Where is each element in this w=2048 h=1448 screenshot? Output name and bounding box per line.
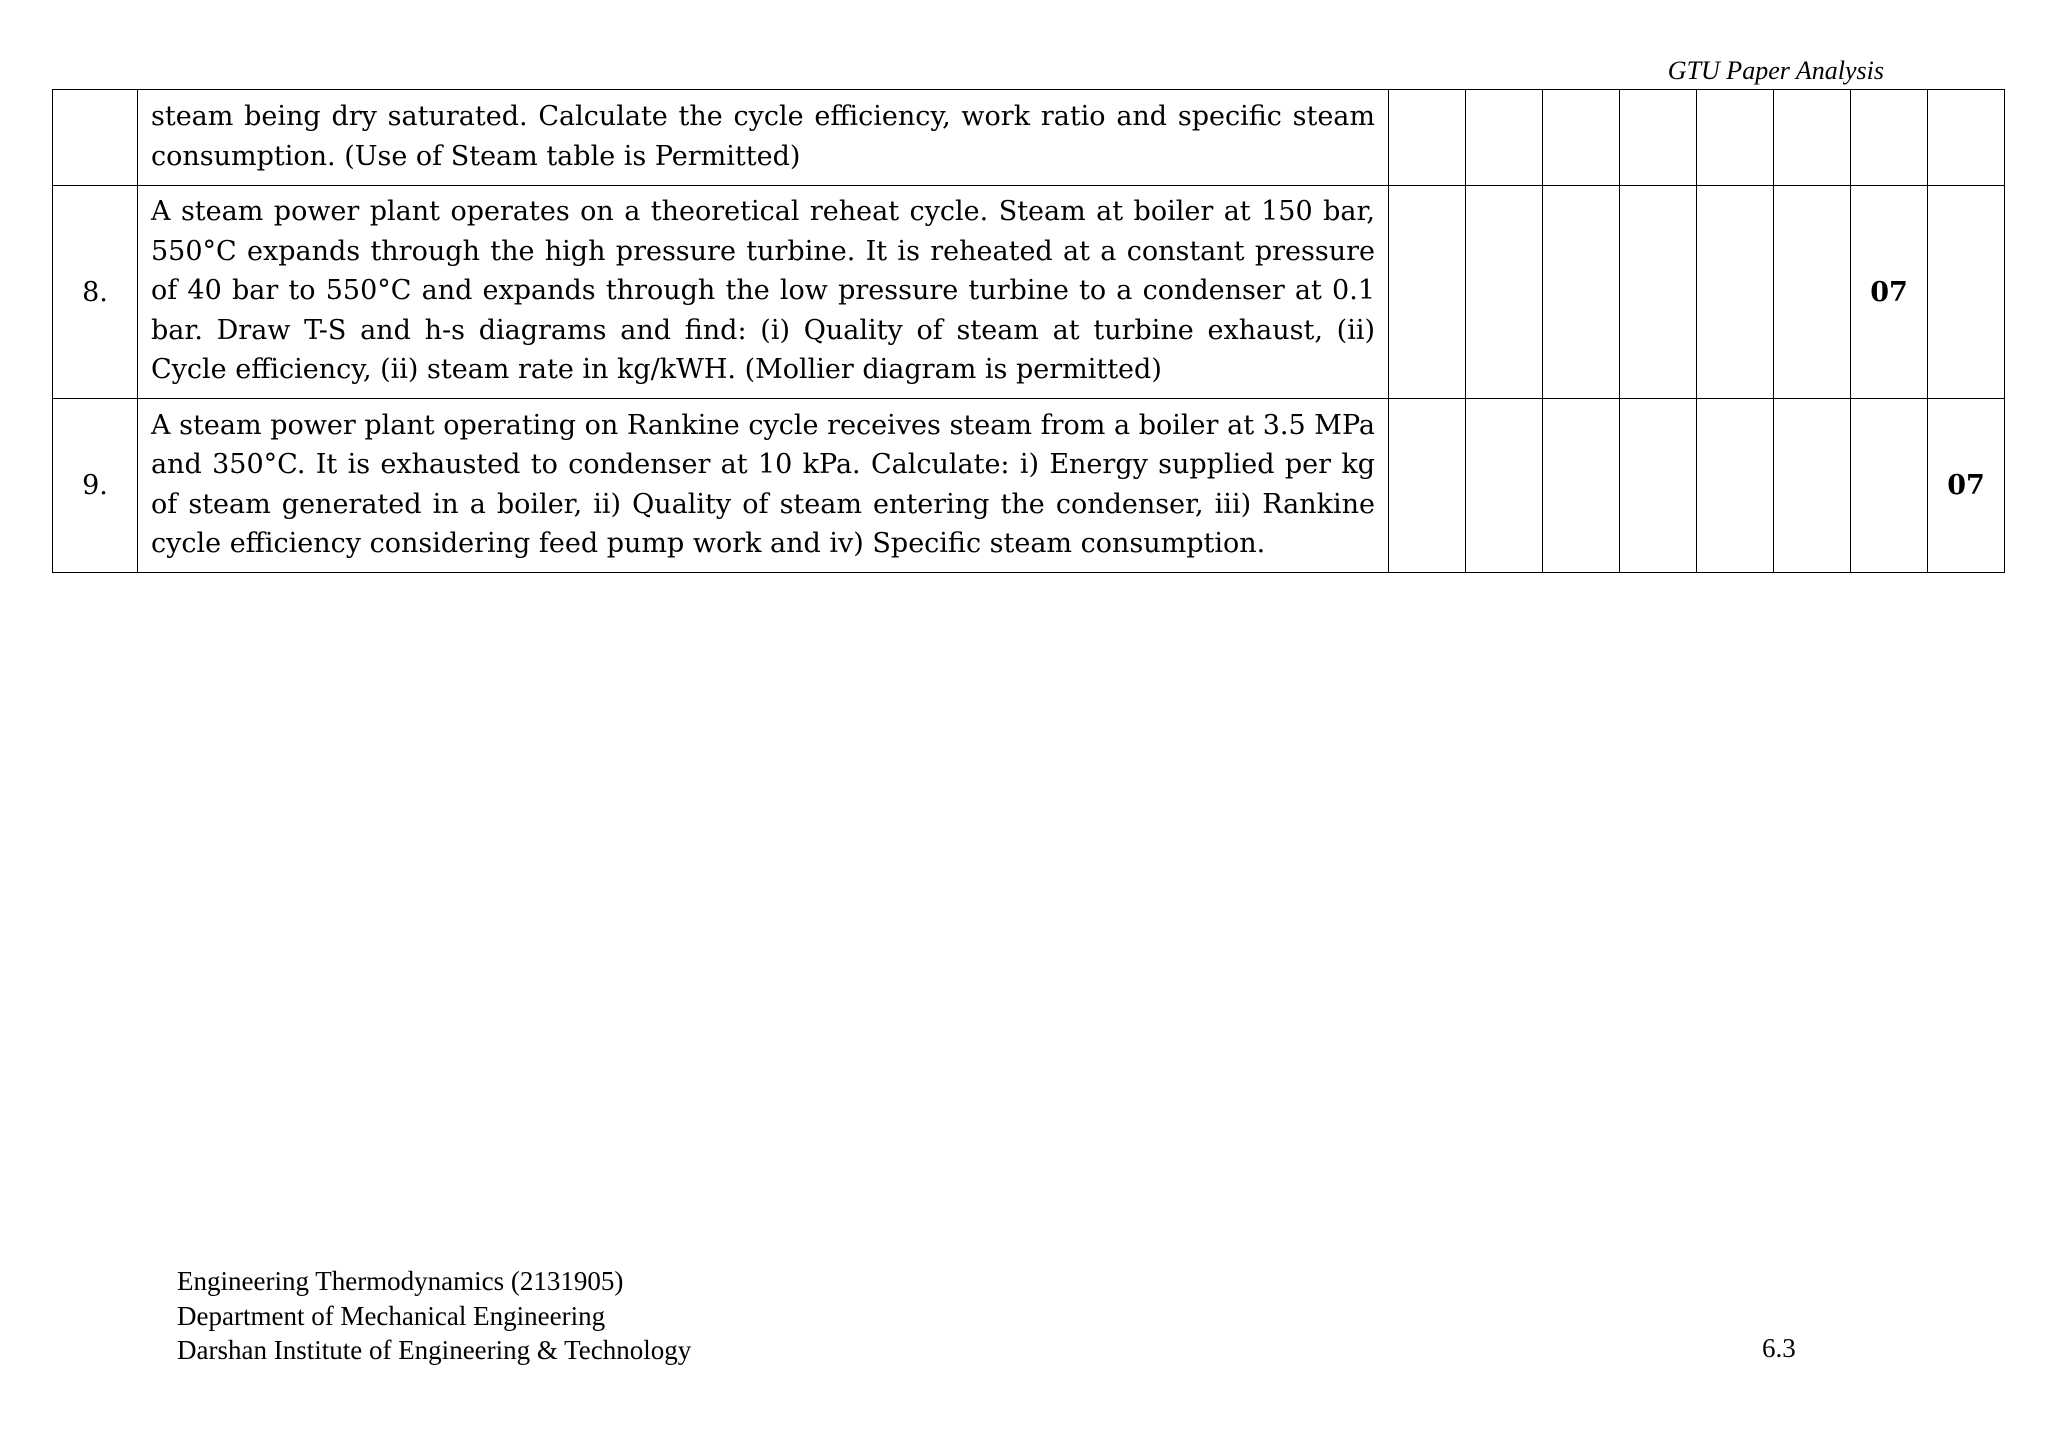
marks-cell [1774,399,1851,573]
marks-cell [1851,90,1928,186]
marks-cell [1620,186,1697,399]
table-row [53,90,2005,186]
marks-cell [1851,399,1928,573]
question-table [52,89,2005,573]
question-number [53,90,138,186]
marks-cell [1928,186,2005,399]
table-row [53,399,2005,573]
marks-cell [1620,399,1697,573]
question-number: 9. [53,399,138,573]
question-number: 8. [53,186,138,399]
marks-cell [1389,399,1466,573]
question-text: steam being dry saturated. Calculate the cycle efficiency, work ratio and specific steam consumption. (Use of Steam table is Permitted) [138,90,1389,186]
question-text: A steam power plant operating on Rankine cycle receives steam from a boiler at 3.5 MPa and 350°C. It is exhausted to condenser at 10 kPa. Calculate: i) Energy supplied per kg of steam generated in a boiler, ii) Quality of steam entering the condenser, iii) Rankine cycle efficiency considering feed pump work and iv) Specific steam consumption. [138,399,1389,573]
marks-cell [1928,90,2005,186]
footer-institute: Darshan Institute of Engineering & Technology [177,1335,692,1365]
marks-cell [1543,186,1620,399]
marks-cell [1543,399,1620,573]
marks-cell [1389,186,1466,399]
question-text: A steam power plant operates on a theoretical reheat cycle. Steam at boiler at 150 bar, 550°C expands through the high pressure turbine. It is reheated at a constant pressure of 40 bar to 550°C and expands through the low pressure turbine to a condenser at 0.1 bar. Draw T-S and h-s diagrams and find: (i) Quality of steam at turbine exhaust, (ii) Cycle efficiency, (ii) steam rate in kg/kWH. (Mollier diagram is permitted) [138,186,1389,399]
marks-cell: 07 [1928,399,2005,573]
marks-cell: 07 [1851,186,1928,399]
page-footer [177,1264,691,1368]
page-header-title: GTU Paper Analysis [1667,56,1884,85]
marks-cell [1697,90,1774,186]
marks-cell [1543,90,1620,186]
marks-cell [1466,399,1543,573]
marks-cell [1774,90,1851,186]
footer-course: Engineering Thermodynamics (2131905) [177,1266,624,1296]
table-row [53,186,2005,399]
marks-cell [1697,186,1774,399]
page-number: 6.3 [1762,1333,1796,1363]
footer-department: Department of Mechanical Engineering [177,1300,606,1331]
marks-cell [1697,399,1774,573]
marks-cell [1466,90,1543,186]
marks-cell [1389,90,1466,186]
marks-cell [1466,186,1543,399]
marks-cell [1774,186,1851,399]
marks-cell [1620,90,1697,186]
